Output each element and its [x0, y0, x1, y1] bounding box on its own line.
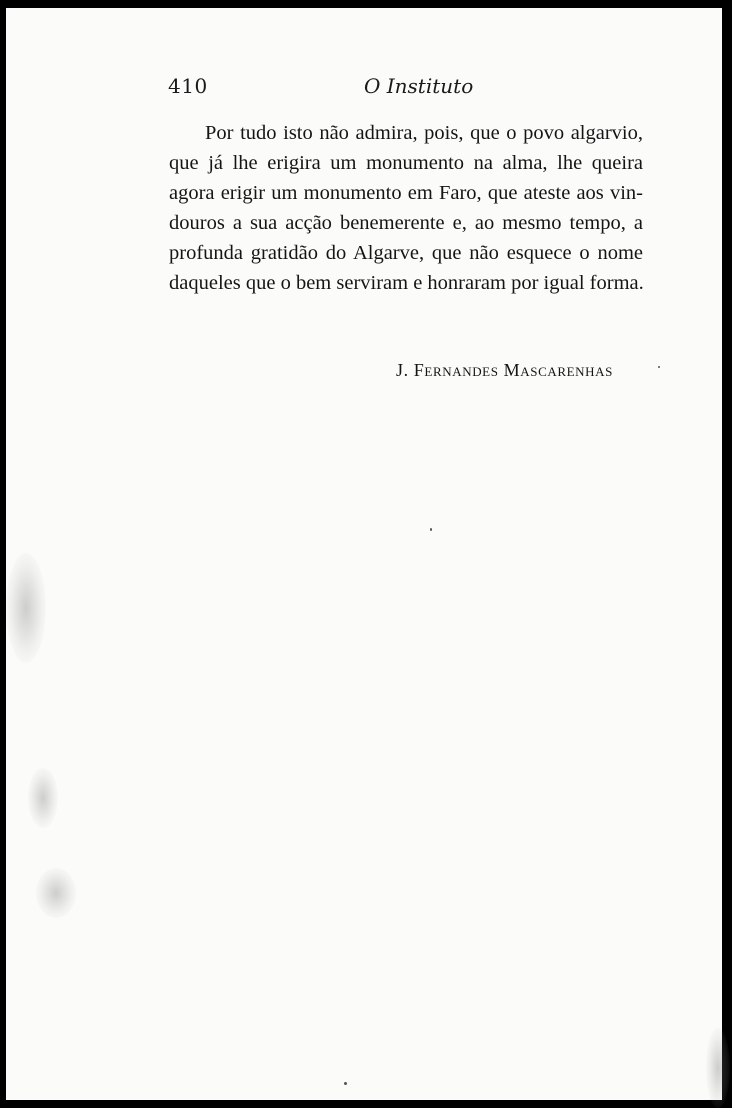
body-paragraph: [169, 118, 643, 298]
scan-speck: [658, 366, 660, 368]
running-head: [166, 74, 646, 102]
body-line: profunda gratidão do Algarve, que não esquece o nome: [169, 242, 643, 264]
page-number: 410: [168, 74, 208, 98]
scan-stain: [6, 553, 46, 663]
body-line: agora erigir um monumento em Faro, que ateste aos vin-: [169, 182, 643, 204]
paper-sheet: [6, 8, 722, 1100]
journal-title: O Instituto: [364, 74, 474, 98]
scan-stain: [706, 1028, 730, 1108]
scan-stain: [28, 768, 58, 828]
body-line: daqueles que o bem serviram e honraram por igual forma.: [169, 272, 644, 294]
body-line: douros a sua acção benemerente e, ao mesmo tempo, a: [169, 212, 643, 234]
author-signature: J. Fernandes Mascarenhas: [396, 360, 613, 380]
scan-stain: [36, 868, 76, 918]
scan-speck: [344, 1082, 347, 1085]
body-line: Por tudo isto não admira, pois, que o povo algarvio,: [205, 122, 643, 144]
body-line: que já lhe erigira um monumento na alma, lhe queira: [169, 152, 643, 174]
scan-speck: [430, 528, 432, 531]
